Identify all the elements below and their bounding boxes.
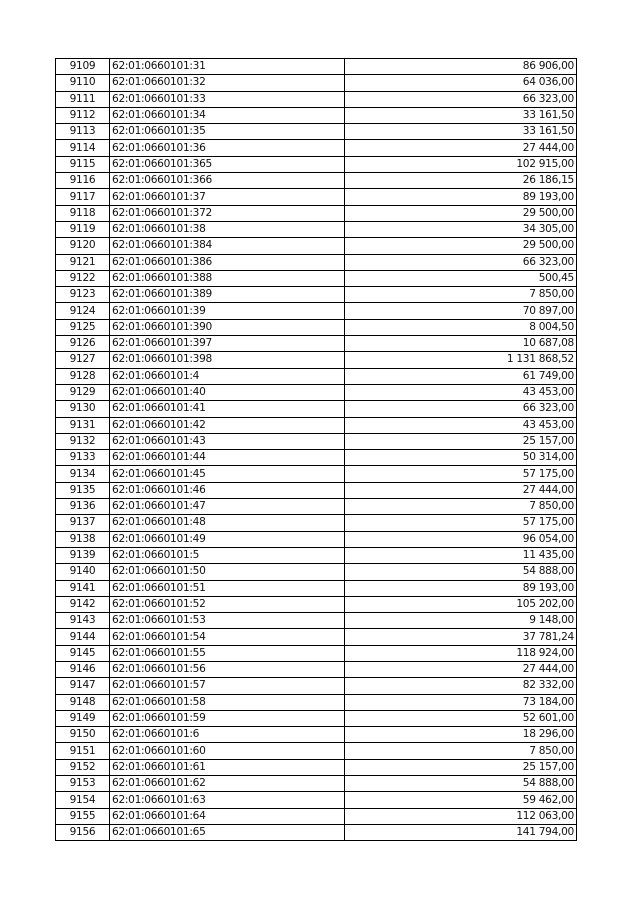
- cadastral-number-cell: 62:01:0660101:56: [110, 661, 345, 677]
- table-row: [56, 107, 577, 123]
- cadastral-value-cell: 66 323,00: [345, 254, 577, 270]
- table-row: [56, 221, 577, 237]
- row-number-cell: 9142: [56, 596, 110, 612]
- cadastral-value-cell: 33 161,50: [345, 124, 577, 140]
- cadastral-number-cell: 62:01:0660101:37: [110, 189, 345, 205]
- table-row: [56, 205, 577, 221]
- cadastral-value-cell: 105 202,00: [345, 596, 577, 612]
- table-row: [56, 417, 577, 433]
- table-row: [56, 384, 577, 400]
- cadastral-number-cell: 62:01:0660101:41: [110, 401, 345, 417]
- cadastral-value-cell: 27 444,00: [345, 140, 577, 156]
- cadastral-value-cell: 43 453,00: [345, 384, 577, 400]
- table-row: [56, 433, 577, 449]
- cadastral-number-cell: 62:01:0660101:61: [110, 759, 345, 775]
- row-number-cell: 9155: [56, 808, 110, 824]
- table-row: [56, 564, 577, 580]
- cadastral-value-cell: 33 161,50: [345, 107, 577, 123]
- cadastral-value-cell: 25 157,00: [345, 433, 577, 449]
- cadastral-number-cell: 62:01:0660101:45: [110, 466, 345, 482]
- table-row: [56, 645, 577, 661]
- table-row: [56, 759, 577, 775]
- cadastral-value-cell: 50 314,00: [345, 450, 577, 466]
- cadastral-value-cell: 54 888,00: [345, 564, 577, 580]
- cadastral-value-cell: 18 296,00: [345, 727, 577, 743]
- cadastral-number-cell: 62:01:0660101:63: [110, 792, 345, 808]
- row-number-cell: 9148: [56, 694, 110, 710]
- row-number-cell: 9153: [56, 776, 110, 792]
- cadastral-value-cell: 27 444,00: [345, 661, 577, 677]
- row-number-cell: 9132: [56, 433, 110, 449]
- cadastral-number-cell: 62:01:0660101:390: [110, 319, 345, 335]
- table-row: [56, 743, 577, 759]
- row-number-cell: 9125: [56, 319, 110, 335]
- row-number-cell: 9120: [56, 238, 110, 254]
- row-number-cell: 9133: [56, 450, 110, 466]
- cadastral-number-cell: 62:01:0660101:60: [110, 743, 345, 759]
- row-number-cell: 9113: [56, 124, 110, 140]
- row-number-cell: 9145: [56, 645, 110, 661]
- cadastral-number-cell: 62:01:0660101:365: [110, 156, 345, 172]
- cadastral-number-cell: 62:01:0660101:398: [110, 352, 345, 368]
- cadastral-number-cell: 62:01:0660101:34: [110, 107, 345, 123]
- table-row: [56, 727, 577, 743]
- table-row: [56, 678, 577, 694]
- cadastral-number-cell: 62:01:0660101:50: [110, 564, 345, 580]
- cadastral-number-cell: 62:01:0660101:55: [110, 645, 345, 661]
- row-number-cell: 9141: [56, 580, 110, 596]
- cadastral-value-cell: 57 175,00: [345, 515, 577, 531]
- row-number-cell: 9111: [56, 91, 110, 107]
- cadastral-value-cell: 86 906,00: [345, 59, 577, 75]
- table-row: [56, 824, 577, 840]
- cadastral-value-cell: 61 749,00: [345, 368, 577, 384]
- cadastral-number-cell: 62:01:0660101:397: [110, 336, 345, 352]
- table-row: [56, 531, 577, 547]
- cadastral-number-cell: 62:01:0660101:372: [110, 205, 345, 221]
- table-row: [56, 124, 577, 140]
- table-row: [56, 254, 577, 270]
- row-number-cell: 9146: [56, 661, 110, 677]
- table-row: [56, 694, 577, 710]
- row-number-cell: 9134: [56, 466, 110, 482]
- cadastral-number-cell: 62:01:0660101:46: [110, 482, 345, 498]
- row-number-cell: 9126: [56, 336, 110, 352]
- cadastral-number-cell: 62:01:0660101:36: [110, 140, 345, 156]
- cadastral-number-cell: 62:01:0660101:6: [110, 727, 345, 743]
- cadastral-value-cell: 7 850,00: [345, 743, 577, 759]
- cadastral-value-cell: 64 036,00: [345, 75, 577, 91]
- cadastral-value-cell: 11 435,00: [345, 547, 577, 563]
- cadastral-number-cell: 62:01:0660101:33: [110, 91, 345, 107]
- cadastral-value-cell: 43 453,00: [345, 417, 577, 433]
- table-row: [56, 319, 577, 335]
- cadastral-number-cell: 62:01:0660101:389: [110, 287, 345, 303]
- cadastral-number-cell: 62:01:0660101:40: [110, 384, 345, 400]
- table-row: [56, 173, 577, 189]
- cadastral-number-cell: 62:01:0660101:44: [110, 450, 345, 466]
- cadastral-number-cell: 62:01:0660101:384: [110, 238, 345, 254]
- cadastral-value-cell: 7 850,00: [345, 499, 577, 515]
- cadastral-number-cell: 62:01:0660101:4: [110, 368, 345, 384]
- cadastral-value-cell: 9 148,00: [345, 613, 577, 629]
- row-number-cell: 9114: [56, 140, 110, 156]
- cadastral-value-cell: 29 500,00: [345, 238, 577, 254]
- table-row: [56, 466, 577, 482]
- cadastral-number-cell: 62:01:0660101:38: [110, 221, 345, 237]
- cadastral-value-cell: 52 601,00: [345, 710, 577, 726]
- table-row: [56, 156, 577, 172]
- row-number-cell: 9156: [56, 824, 110, 840]
- cadastral-number-cell: 62:01:0660101:366: [110, 173, 345, 189]
- row-number-cell: 9139: [56, 547, 110, 563]
- cadastral-number-cell: 62:01:0660101:52: [110, 596, 345, 612]
- cadastral-value-cell: 500,45: [345, 270, 577, 286]
- table-row: [56, 613, 577, 629]
- cadastral-value-cell: 73 184,00: [345, 694, 577, 710]
- table-row: [56, 596, 577, 612]
- cadastral-value-cell: 96 054,00: [345, 531, 577, 547]
- row-number-cell: 9140: [56, 564, 110, 580]
- table-body: [56, 59, 577, 841]
- cadastral-number-cell: 62:01:0660101:43: [110, 433, 345, 449]
- row-number-cell: 9150: [56, 727, 110, 743]
- cadastral-number-cell: 62:01:0660101:42: [110, 417, 345, 433]
- cadastral-number-cell: 62:01:0660101:54: [110, 629, 345, 645]
- cadastral-number-cell: 62:01:0660101:35: [110, 124, 345, 140]
- table-row: [56, 352, 577, 368]
- cadastral-value-cell: 1 131 868,52: [345, 352, 577, 368]
- cadastral-value-cell: 54 888,00: [345, 776, 577, 792]
- table-row: [56, 792, 577, 808]
- table-row: [56, 482, 577, 498]
- cadastral-value-cell: 66 323,00: [345, 91, 577, 107]
- row-number-cell: 9116: [56, 173, 110, 189]
- cadastral-number-cell: 62:01:0660101:388: [110, 270, 345, 286]
- row-number-cell: 9115: [56, 156, 110, 172]
- table-row: [56, 140, 577, 156]
- cadastral-number-cell: 62:01:0660101:53: [110, 613, 345, 629]
- row-number-cell: 9119: [56, 221, 110, 237]
- cadastral-value-cell: 27 444,00: [345, 482, 577, 498]
- cadastral-value-cell: 102 915,00: [345, 156, 577, 172]
- row-number-cell: 9127: [56, 352, 110, 368]
- table-row: [56, 368, 577, 384]
- row-number-cell: 9110: [56, 75, 110, 91]
- row-number-cell: 9123: [56, 287, 110, 303]
- row-number-cell: 9152: [56, 759, 110, 775]
- cadastral-value-cell: 89 193,00: [345, 580, 577, 596]
- row-number-cell: 9128: [56, 368, 110, 384]
- table-row: [56, 629, 577, 645]
- cadastral-number-cell: 62:01:0660101:51: [110, 580, 345, 596]
- table-row: [56, 238, 577, 254]
- table-row: [56, 776, 577, 792]
- cadastral-value-cell: 66 323,00: [345, 401, 577, 417]
- row-number-cell: 9147: [56, 678, 110, 694]
- row-number-cell: 9122: [56, 270, 110, 286]
- row-number-cell: 9124: [56, 303, 110, 319]
- row-number-cell: 9117: [56, 189, 110, 205]
- cadastral-number-cell: 62:01:0660101:32: [110, 75, 345, 91]
- row-number-cell: 9131: [56, 417, 110, 433]
- table-row: [56, 808, 577, 824]
- cadastral-value-cell: 34 305,00: [345, 221, 577, 237]
- row-number-cell: 9109: [56, 59, 110, 75]
- cadastral-number-cell: 62:01:0660101:62: [110, 776, 345, 792]
- table-row: [56, 580, 577, 596]
- table-row: [56, 401, 577, 417]
- cadastral-number-cell: 62:01:0660101:5: [110, 547, 345, 563]
- cadastral-value-cell: 118 924,00: [345, 645, 577, 661]
- table-row: [56, 547, 577, 563]
- cadastral-number-cell: 62:01:0660101:31: [110, 59, 345, 75]
- cadastral-number-cell: 62:01:0660101:59: [110, 710, 345, 726]
- table-row: [56, 75, 577, 91]
- table-row: [56, 661, 577, 677]
- cadastral-value-cell: 7 850,00: [345, 287, 577, 303]
- cadastral-value-cell: 26 186,15: [345, 173, 577, 189]
- cadastral-value-table: [55, 58, 577, 841]
- cadastral-number-cell: 62:01:0660101:48: [110, 515, 345, 531]
- cadastral-value-cell: 59 462,00: [345, 792, 577, 808]
- table-row: [56, 499, 577, 515]
- table-row: [56, 59, 577, 75]
- cadastral-number-cell: 62:01:0660101:386: [110, 254, 345, 270]
- row-number-cell: 9112: [56, 107, 110, 123]
- row-number-cell: 9137: [56, 515, 110, 531]
- cadastral-number-cell: 62:01:0660101:64: [110, 808, 345, 824]
- row-number-cell: 9135: [56, 482, 110, 498]
- cadastral-number-cell: 62:01:0660101:57: [110, 678, 345, 694]
- row-number-cell: 9149: [56, 710, 110, 726]
- table-row: [56, 91, 577, 107]
- table-row: [56, 189, 577, 205]
- table-row: [56, 303, 577, 319]
- cadastral-value-cell: 57 175,00: [345, 466, 577, 482]
- row-number-cell: 9121: [56, 254, 110, 270]
- cadastral-value-cell: 25 157,00: [345, 759, 577, 775]
- cadastral-number-cell: 62:01:0660101:65: [110, 824, 345, 840]
- table-row: [56, 270, 577, 286]
- row-number-cell: 9144: [56, 629, 110, 645]
- row-number-cell: 9151: [56, 743, 110, 759]
- row-number-cell: 9136: [56, 499, 110, 515]
- cadastral-number-cell: 62:01:0660101:58: [110, 694, 345, 710]
- table-row: [56, 287, 577, 303]
- cadastral-value-cell: 89 193,00: [345, 189, 577, 205]
- row-number-cell: 9129: [56, 384, 110, 400]
- table-row: [56, 336, 577, 352]
- cadastral-value-cell: 37 781,24: [345, 629, 577, 645]
- row-number-cell: 9118: [56, 205, 110, 221]
- row-number-cell: 9138: [56, 531, 110, 547]
- row-number-cell: 9154: [56, 792, 110, 808]
- row-number-cell: 9130: [56, 401, 110, 417]
- row-number-cell: 9143: [56, 613, 110, 629]
- table-row: [56, 450, 577, 466]
- cadastral-value-cell: 10 687,08: [345, 336, 577, 352]
- cadastral-value-cell: 112 063,00: [345, 808, 577, 824]
- cadastral-value-cell: 8 004,50: [345, 319, 577, 335]
- cadastral-value-cell: 70 897,00: [345, 303, 577, 319]
- cadastral-value-cell: 141 794,00: [345, 824, 577, 840]
- table-row: [56, 515, 577, 531]
- cadastral-number-cell: 62:01:0660101:39: [110, 303, 345, 319]
- cadastral-value-cell: 29 500,00: [345, 205, 577, 221]
- cadastral-number-cell: 62:01:0660101:49: [110, 531, 345, 547]
- table-row: [56, 710, 577, 726]
- cadastral-value-cell: 82 332,00: [345, 678, 577, 694]
- cadastral-number-cell: 62:01:0660101:47: [110, 499, 345, 515]
